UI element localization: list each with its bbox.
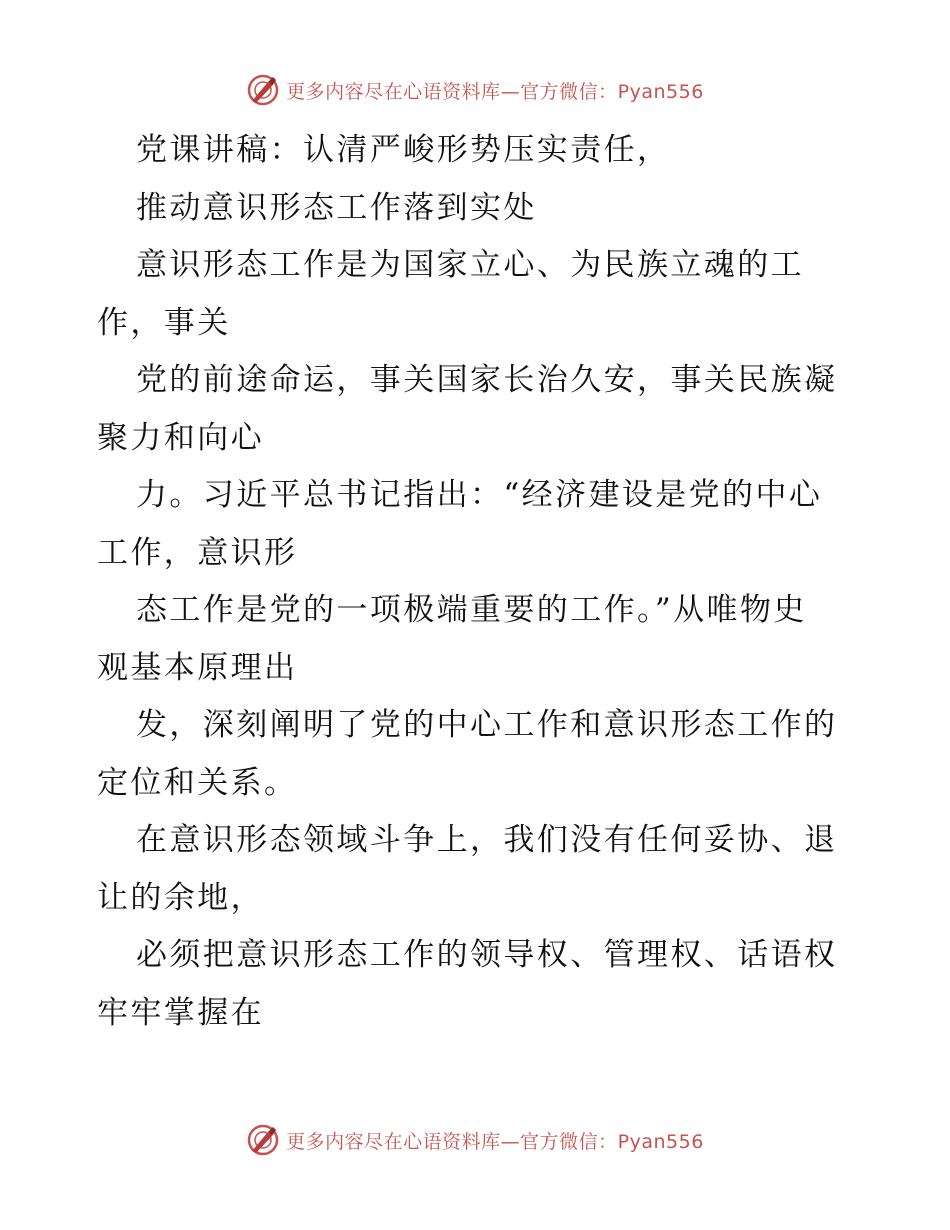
watermark-footer	[0, 1122, 950, 1158]
document-title-line-1: 党课讲稿：认清严峻形势压实责任，	[136, 132, 671, 168]
paragraph-line: 党的前途命运，事关国家长治久安，事关民族凝	[136, 362, 838, 398]
paragraph-line: 作，事关	[97, 304, 231, 341]
paragraph-line: 必须把意识形态工作的领导权、管理权、话语权	[136, 937, 838, 973]
paragraph-line: 让的余地，	[97, 879, 264, 916]
pen-logo-icon	[246, 1123, 280, 1157]
paragraph-line: 在意识形态领域斗争上，我们没有任何妥协、退	[136, 822, 838, 858]
paragraph-line: 发，深刻阐明了党的中心工作和意识形态工作的	[136, 707, 838, 743]
paragraph-line: 力。习近平总书记指出：“经济建设是党的中心	[136, 477, 823, 513]
document-title-line-2: 推动意识形态工作落到实处	[136, 189, 537, 226]
document-body	[97, 122, 857, 1042]
paragraph-line: 观基本原理出	[97, 649, 298, 686]
paragraph-line: 态工作是党的一项极端重要的工作。”从唯物史	[136, 592, 807, 628]
pen-logo-icon	[246, 73, 280, 107]
watermark-header	[0, 72, 950, 108]
watermark-text: 更多内容尽在心语资料库—官方微信：Pyan556	[286, 80, 704, 103]
paragraph-line: 意识形态工作是为国家立心、为民族立魂的工	[136, 247, 804, 283]
paragraph-line: 聚力和向心	[97, 419, 264, 456]
paragraph-line: 工作，意识形	[97, 534, 298, 571]
paragraph-line: 定位和关系。	[97, 764, 298, 801]
watermark-text: 更多内容尽在心语资料库—官方微信：Pyan556	[286, 1130, 704, 1153]
paragraph-line: 牢牢掌握在	[97, 994, 264, 1031]
